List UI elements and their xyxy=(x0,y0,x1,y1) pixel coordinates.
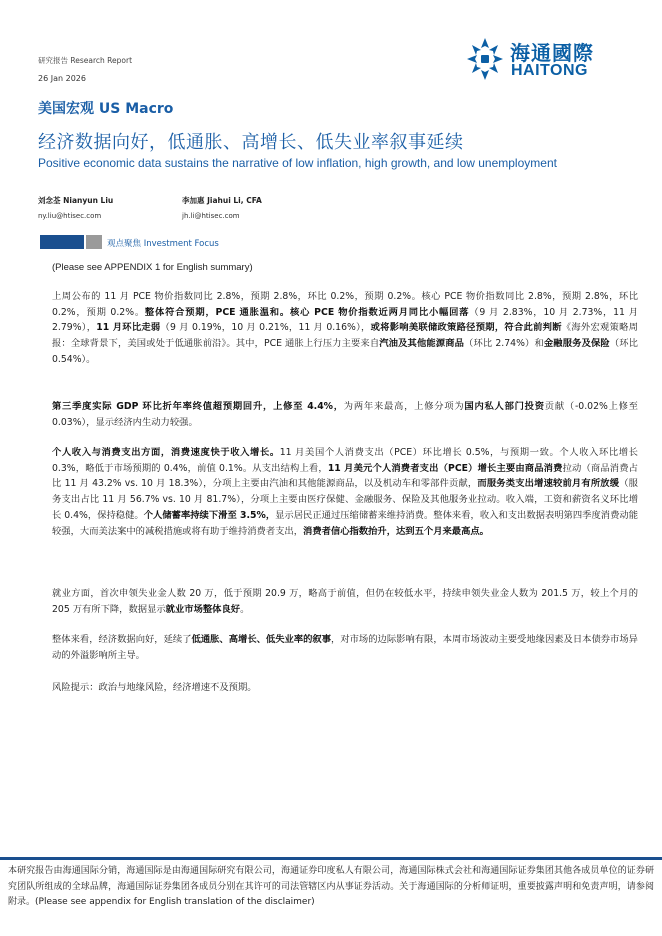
author-email[interactable]: ny.liu@htisec.com xyxy=(38,212,102,220)
author-email[interactable]: jh.li@htisec.com xyxy=(182,212,240,220)
investment-focus-label: 观点聚焦 Investment Focus xyxy=(107,239,219,249)
emphasis-text: 或将影响美联储政策路径预期，符合此前判断 xyxy=(370,322,562,334)
body-text-segment: 整体来看，经济数据向好，延续了 xyxy=(52,634,192,645)
logo-english-name: HAITONG xyxy=(511,62,588,79)
body-text-segment: 上周公布的 11 月 PCE 物价指数同比 2.8%，预期 2.8%，环比 0.2%，预期 0.2%。核心 PCE 物价指数同比 2.8%，预期 2.8%，环比 0.2%，预期 0.2%。 xyxy=(52,291,638,318)
body-text-segment: （服务支出占比 11 月 56.7% vs. 10 月 81.7%），分项上主要由医疗保健、金融服务、保险及其他服务业拉动。收入端，工资和薪资名义环比增长 0.4%，保持稳健。 xyxy=(52,478,638,521)
footer-divider xyxy=(0,857,662,860)
emphasis-text: 就业市场整体良好 xyxy=(165,603,241,615)
body-text-segment: 就业方面，首次申领失业金人数 20 万，低于预期 20.9 万，略高于前值，但仍在较低水平，持续申领失业金人数为 201.5 万，较上个月的 205 万有所下降，数据显示 xyxy=(52,588,638,615)
haitong-logo-icon xyxy=(464,35,506,83)
body-text-segment: （9 月 0.19%，10 月 0.21%，11 月 0.16%）， xyxy=(160,322,371,334)
author-name: 李加惠 Jiahui Li, CFA xyxy=(182,196,262,205)
report-type: 研究报告 Research Report xyxy=(38,56,133,65)
report-date: 26 Jan 2026 xyxy=(38,74,86,83)
section-title: 美国宏观 US Macro xyxy=(38,101,174,117)
paragraph xyxy=(52,289,638,368)
body-text-segment: （9 月 2.83%，10 月 2.73%，11 月 2.79%）， xyxy=(52,306,639,334)
body-text-segment: 贡献（-0.02%上修至 0.03%），显示经济内生动力较强。 xyxy=(52,401,638,428)
emphasis-text: 个人储蓄率持续下滑至 3.5%， xyxy=(143,509,276,521)
emphasis-text: 个人收入与消费支出方面，消费速度快于收入增长。 xyxy=(52,447,280,458)
report-title-chinese: 经济数据向好，低通胀、高增长、低失业率叙事延续 xyxy=(38,132,464,153)
emphasis-text: 汽油及其他能源商品 xyxy=(379,338,465,350)
body-text-segment: （环比 0.54%）。 xyxy=(52,338,638,365)
focus-marker xyxy=(40,235,102,249)
paragraph xyxy=(52,586,638,617)
body-text-segment: 显示居民正通过压缩储蓄来维持消费。整体来看，收入和支出数据表明第四季度消费动能较强，大而美法案中的减税措施或将有助于维持消费者支出， xyxy=(52,509,638,537)
disclaimer-footer: 本研究报告由海通国际分销，海通国际是由海通国际研究有限公司，海通证券印度私人有限公司，海通国际株式会社和海通国际证券集团其他各成员单位的证券研究团队所组成的全球品牌，海通国际证券集团各成员分别在其许可的司法管辖区内从事证券活动。关于海通国际的分析师证明，重要披露声明和免责声明，请参阅附录。(Please see appendix for English translation of the disclaimer) xyxy=(8,866,654,907)
haitong-logo xyxy=(464,35,634,85)
emphasis-text: 整体符合预期，PCE 通胀温和。核心 PCE 物价指数近两月同比小幅回落 xyxy=(144,306,470,318)
body-text-segment: ，对市场的边际影响有限，本周市场波动主要受地缘因素及日本债券市场异动的外溢影响所主导。 xyxy=(52,634,638,661)
appendix-note: (Please see APPENDIX 1 for English summary) xyxy=(52,262,253,273)
logo-chinese-name: 海通國際 xyxy=(510,41,594,65)
emphasis-text: 第三季度实际 GDP 环比折年率终值超预期回升，上修至 4.4%， xyxy=(52,401,344,412)
body-text-segment: 。 xyxy=(240,603,250,615)
emphasis-text: 国内私人部门投资 xyxy=(464,401,545,412)
emphasis-text: 金融服务及保险 xyxy=(543,338,610,350)
body-text-segment: 11 月美国个人消费支出（PCE）环比增长 0.5%，与预期一致。个人收入环比增长 0.3%，略低于市场预期的 0.4%，前值 0.1%。从支出结构上看， xyxy=(52,447,638,474)
emphasis-text: 11 月环比走弱 xyxy=(96,322,161,334)
paragraph xyxy=(52,680,638,696)
author-name: 刘念荃 Nianyun Liu xyxy=(38,196,114,205)
emphasis-text: 低通胀、高增长、低失业率的叙事 xyxy=(191,634,332,645)
paragraph xyxy=(52,399,638,430)
body-text-segment: 为两年来最高，上修分项为 xyxy=(343,401,465,412)
emphasis-text: 消费者信心指数抬升，达到五个月来最高点。 xyxy=(303,525,489,537)
paragraph xyxy=(52,445,638,539)
emphasis-text: 而服务类支出增速较前月有所放缓 xyxy=(477,478,620,490)
body-text-segment: 拉动（商品消费占比 11 月 43.2% vs. 10 月 18.3%），分项上主要由汽油和其他能源商品，以及机动车和零部件贡献， xyxy=(52,462,638,490)
body-text-segment: （环比 2.74%）和 xyxy=(464,338,544,350)
body-text-segment: 《海外宏观策略周报：全球背景下，美国或处于低通胀前沿》。其中，PCE 通胀上行压力主要来自 xyxy=(52,322,638,350)
report-title-english: Positive economic data sustains the narrative of low inflation, high growth, and low unemployment xyxy=(38,156,557,170)
emphasis-text: 11 月美元个人消费者支出（PCE）增长主要由商品消费 xyxy=(327,462,563,474)
body-text-segment: 风险提示：政治与地缘风险，经济增速不及预期。 xyxy=(52,682,257,693)
paragraph xyxy=(52,632,638,663)
